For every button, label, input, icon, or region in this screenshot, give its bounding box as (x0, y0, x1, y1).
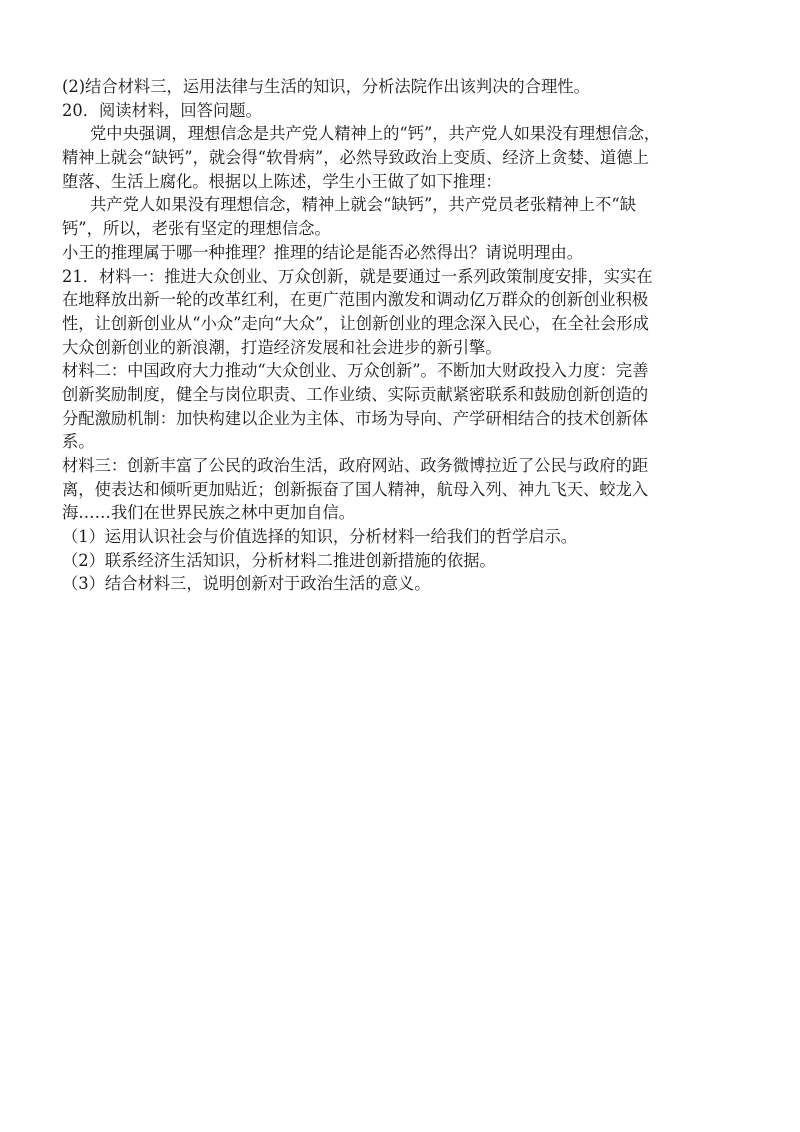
q21-material2-line: 分配激励机制：加快构建以企业为主体、市场为导向、产学研相结合的技术创新体 (62, 408, 649, 428)
question-20 (62, 99, 738, 265)
q21-material2-line: 创新奖励制度，健全与岗位职责、工作业绩、实际贡献紧密联系和鼓励创新创造的 (62, 384, 649, 404)
q20-paragraph-line: 堕落、生活上腐化。根据以上陈述，学生小王做了如下推理： (62, 171, 502, 191)
q21-subquestion-3: （3）结合材料三，说明创新对于政治生活的意义。 (62, 574, 431, 594)
q20-reasoning-line: 钙”，所以，老张有坚定的理想信念。 (62, 219, 331, 239)
question-21 (62, 265, 738, 597)
q21-material3-line: 海……我们在世界民族之林中更加自信。 (62, 503, 356, 523)
q21-material1-line: 在地释放出新一轮的改革红利，在更广范围内激发和调动亿万群众的创新创业积极 (62, 290, 649, 310)
q21-subquestion-1: （1）运用认识社会与价值选择的知识，分析材料一给我们的哲学启示。 (62, 527, 578, 547)
q21-material2-line: 系。 (62, 432, 95, 452)
q21-material3-line: 材料三：创新丰富了公民的政治生活，政府网站、政务微博拉近了公民与政府的距 (62, 456, 649, 475)
q20-question: 小王的推理属于哪一种推理？推理的结论是能否必然得出？请说明理由。 (62, 242, 584, 262)
q21-subquestion-2: （2）联系经济生活知识，分析材料二推进创新措施的依据。 (62, 550, 496, 570)
q21-material1-line: 21．材料一：推进大众创业、万众创新，就是要通过一系列政策制度安排，实实在 (62, 266, 653, 286)
q21-material3-line: 离，使表达和倾听更加贴近；创新振奋了国人精神，航母入列、神九飞天、蛟龙入 (62, 479, 649, 499)
q19-part2: (2)结合材料三，运用法律与生活的知识，分析法院作出该判决的合理性。 (62, 77, 590, 96)
q20-paragraph-line: 党中央强调，理想信念是共产党人精神上的“钙”，共产党人如果没有理想信念， (90, 124, 661, 144)
q20-paragraph-line: 精神上就会“缺钙”，就会得“软骨病”，必然导致政治上变质、经济上贪婪、道德上 (62, 148, 649, 168)
q20-reasoning-line: 共产党人如果没有理想信念，精神上就会“缺钙”，共产党员老张精神上不“缺 (90, 195, 636, 215)
q20-header: 20．阅读材料，回答问题。 (62, 100, 262, 120)
exam-page (62, 75, 738, 596)
q21-material1-line: 大众创新创业的新浪潮，打造经济发展和社会进步的新引擎。 (62, 337, 502, 357)
q21-material1-line: 性，让创新创业从“小众”走向“大众”，让创新创业的理念深入民心，在全社会形成 (62, 313, 649, 333)
q21-material2-line: 材料二：中国政府大力推动“大众创业、万众创新”。不断加大财政投入力度：完善 (62, 361, 649, 381)
